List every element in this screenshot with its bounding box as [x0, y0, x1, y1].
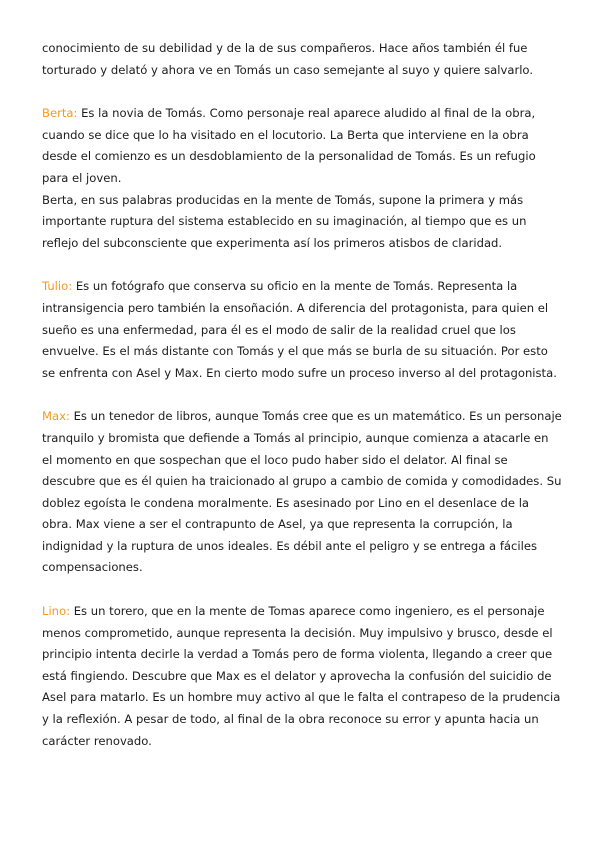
intro-text: conocimiento de su debilidad y de la de sus compañeros. Hace años también él fue torturado y delató y ahora ve en Tomás un caso semejante al suyo y quiere salvarlo.: [42, 41, 534, 77]
character-description: Es un tenedor de libros, aunque Tomás cree que es un matemático. Es un personaje tranquilo y bromista que defiende a Tomás al principio, aunque comienza a atacarle en el momento en que sospechan que el loco pudo haber sido el delator. Al final se descubre que es él quien ha traicionado al grupo a cambio de comida y comodidades. Su doblez egoísta le condena moralmente. Es asesinado por Lino en el desenlace de la obra. Max viene a ser el contrapunto de Asel, ya que representa la corrupción, la indignidad y la ruptura de unos ideales. Es débil ante el peligro y se entrega a fáciles compensaciones.: [42, 409, 562, 575]
character-extra-paragraph: Berta, en sus palabras producidas en la mente de Tomás, supone la primera y más importante ruptura del sistema establecido en su imaginación, al tiempo que es un reflejo del subconsciente que experimenta así los primeros atisbos de claridad.: [42, 192, 527, 250]
character-tulio: [42, 276, 562, 384]
character-description: Es un fotógrafo que conserva su oficio en la mente de Tomás. Representa la intransigencia pero también la ensoñación. A diferencia del protagonista, para quien el sueño es una enfermedad, para él es el modo de salir de la realidad cruel que los envuelve. Es el más distante con Tomás y el que más se burla de su situación. Por esto se enfrenta con Asel y Max. En cierto modo sufre un proceso inverso al del protagonista.: [42, 279, 557, 380]
character-max: [42, 406, 562, 579]
character-lino: [42, 601, 562, 752]
character-berta: [42, 103, 562, 254]
character-paragraph: [42, 103, 562, 189]
character-description: Es la novia de Tomás. Como personaje real aparece aludido al final de la obra, cuando se dice que lo ha visitado en el locutorio. La Berta que interviene en la obra desde el comienzo es un desdoblamiento de la personalidad de Tomás. Es un refugio para el joven.: [42, 106, 536, 185]
character-name: Max:: [42, 409, 70, 424]
character-name: Berta:: [42, 106, 78, 121]
character-paragraph: [42, 276, 562, 384]
character-description: Es un torero, que en la mente de Tomas aparece como ingeniero, es el personaje menos comprometido, aunque representa la decisión. Muy impulsivo y brusco, desde el principio intenta decirle la verdad a Tomás pero de forma violenta, llegando a creer que está fingiendo. Descubre que Max es el delator y aprovecha la confusión del suicidio de Asel para matarlo. Es un hombre muy activo al que le falta el contrapeso de la prudencia y la reflexión. A pesar de todo, al final de la obra reconoce su error y apunta hacia un carácter renovado.: [42, 604, 561, 748]
character-paragraph: [42, 601, 562, 752]
character-paragraph: [42, 406, 562, 579]
character-name: Tulio:: [42, 279, 73, 294]
document-page: [42, 38, 562, 774]
intro-paragraph: [42, 38, 562, 81]
character-name: Lino:: [42, 604, 71, 619]
